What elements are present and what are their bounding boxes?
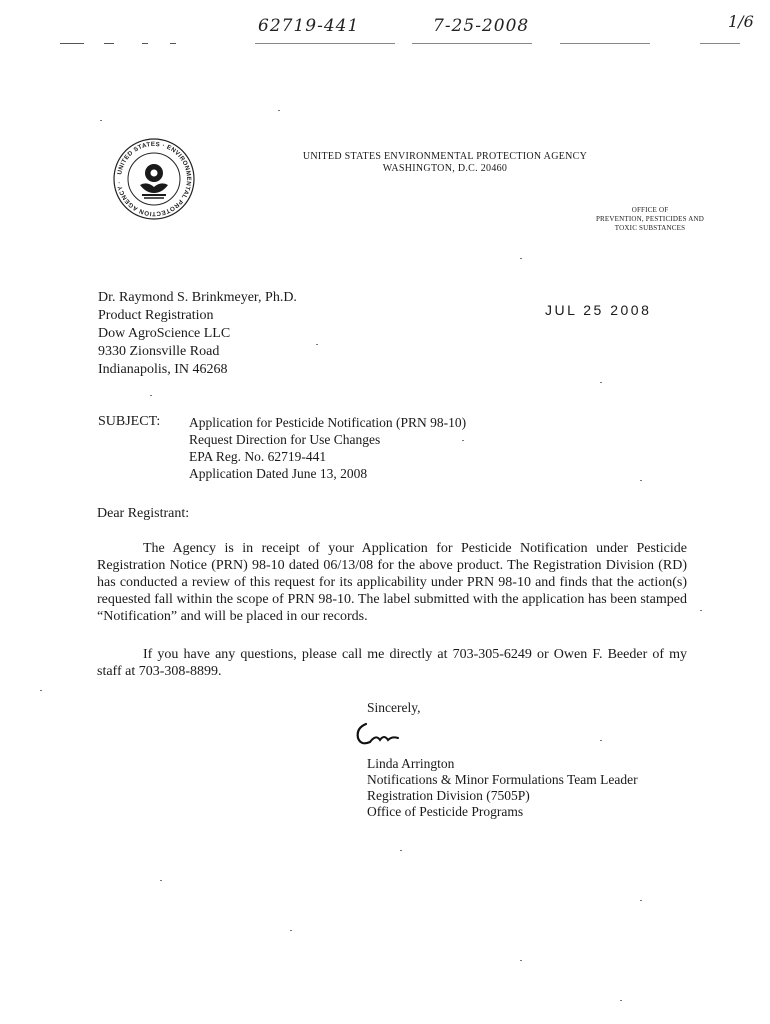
epa-seal <box>112 137 196 221</box>
recipient-company: Dow AgroScience LLC <box>98 326 231 341</box>
body-paragraph-1 <box>97 540 687 625</box>
recipient-address <box>98 289 297 379</box>
subject-line-3: EPA Reg. No. 62719-441 <box>189 449 327 464</box>
signer-division: Registration Division (7505P) <box>367 788 530 803</box>
agency-name: UNITED STATES ENVIRONMENTAL PROTECTION AGENCY <box>302 151 588 162</box>
recipient-title: Product Registration <box>98 308 214 323</box>
page-number-mark: 1/6 <box>728 12 754 31</box>
subject-lines <box>189 414 466 482</box>
office-line-3: TOXIC SUBSTANCES <box>614 224 686 232</box>
subject-line-1: Application for Pesticide Notification (PRN 98-10) <box>189 415 467 430</box>
salutation: Dear Registrant: <box>97 506 190 521</box>
agency-letterhead <box>250 151 640 175</box>
handwritten-date: 7-25-2008 <box>433 16 530 36</box>
agency-city: WASHINGTON, D.C. 20460 <box>382 163 508 174</box>
closing: Sincerely, <box>367 700 421 715</box>
signer-office: Office of Pesticide Programs <box>367 804 524 819</box>
body-paragraph-2 <box>97 646 687 680</box>
recipient-city: Indianapolis, IN 46268 <box>98 362 228 377</box>
recipient-name: Dr. Raymond S. Brinkmeyer, Ph.D. <box>98 290 297 305</box>
paragraph-1-text: The Agency is in receipt of your Application for Pesticide Notification under Pesticide Registration Notice (PRN) 98-10 dated 06/13/08 for the above product. The Registration Division (RD) has conducted a review of this request for its applicability under PRN 98-10 and finds that the action(s) requested fall within the scope of PRN 98-10. The label submitted with the application has been stamped “Notification” and will be placed in our records. <box>97 541 687 624</box>
paragraph-2-text: If you have any questions, please call me directly at 703-305-6249 or Owen F. Beeder of my staff at 703-308-8899. <box>97 647 687 679</box>
date-stamp: JUL 25 2008 <box>545 302 652 318</box>
signature-block <box>367 756 638 820</box>
subject-label: SUBJECT: <box>98 414 161 429</box>
office-line-2: PREVENTION, PESTICIDES AND <box>595 215 705 223</box>
office-block <box>560 206 740 233</box>
subject-line-2: Request Direction for Use Changes <box>189 432 381 447</box>
recipient-street: 9330 Zionsville Road <box>98 344 220 359</box>
signer-title: Notifications & Minor Formulations Team Leader <box>367 772 638 787</box>
office-line-1: OFFICE OF <box>631 206 669 214</box>
signer-name: Linda Arrington <box>367 756 455 771</box>
handwritten-registration-number: 62719-441 <box>258 16 360 36</box>
handwritten-signature <box>352 716 412 750</box>
svg-text:UNITED STATES · ENVIRONMENTAL: UNITED STATES · ENVIRONMENTAL PROTECTION AGENCY · <box>116 140 193 218</box>
subject-line-4: Application Dated June 13, 2008 <box>189 466 368 481</box>
